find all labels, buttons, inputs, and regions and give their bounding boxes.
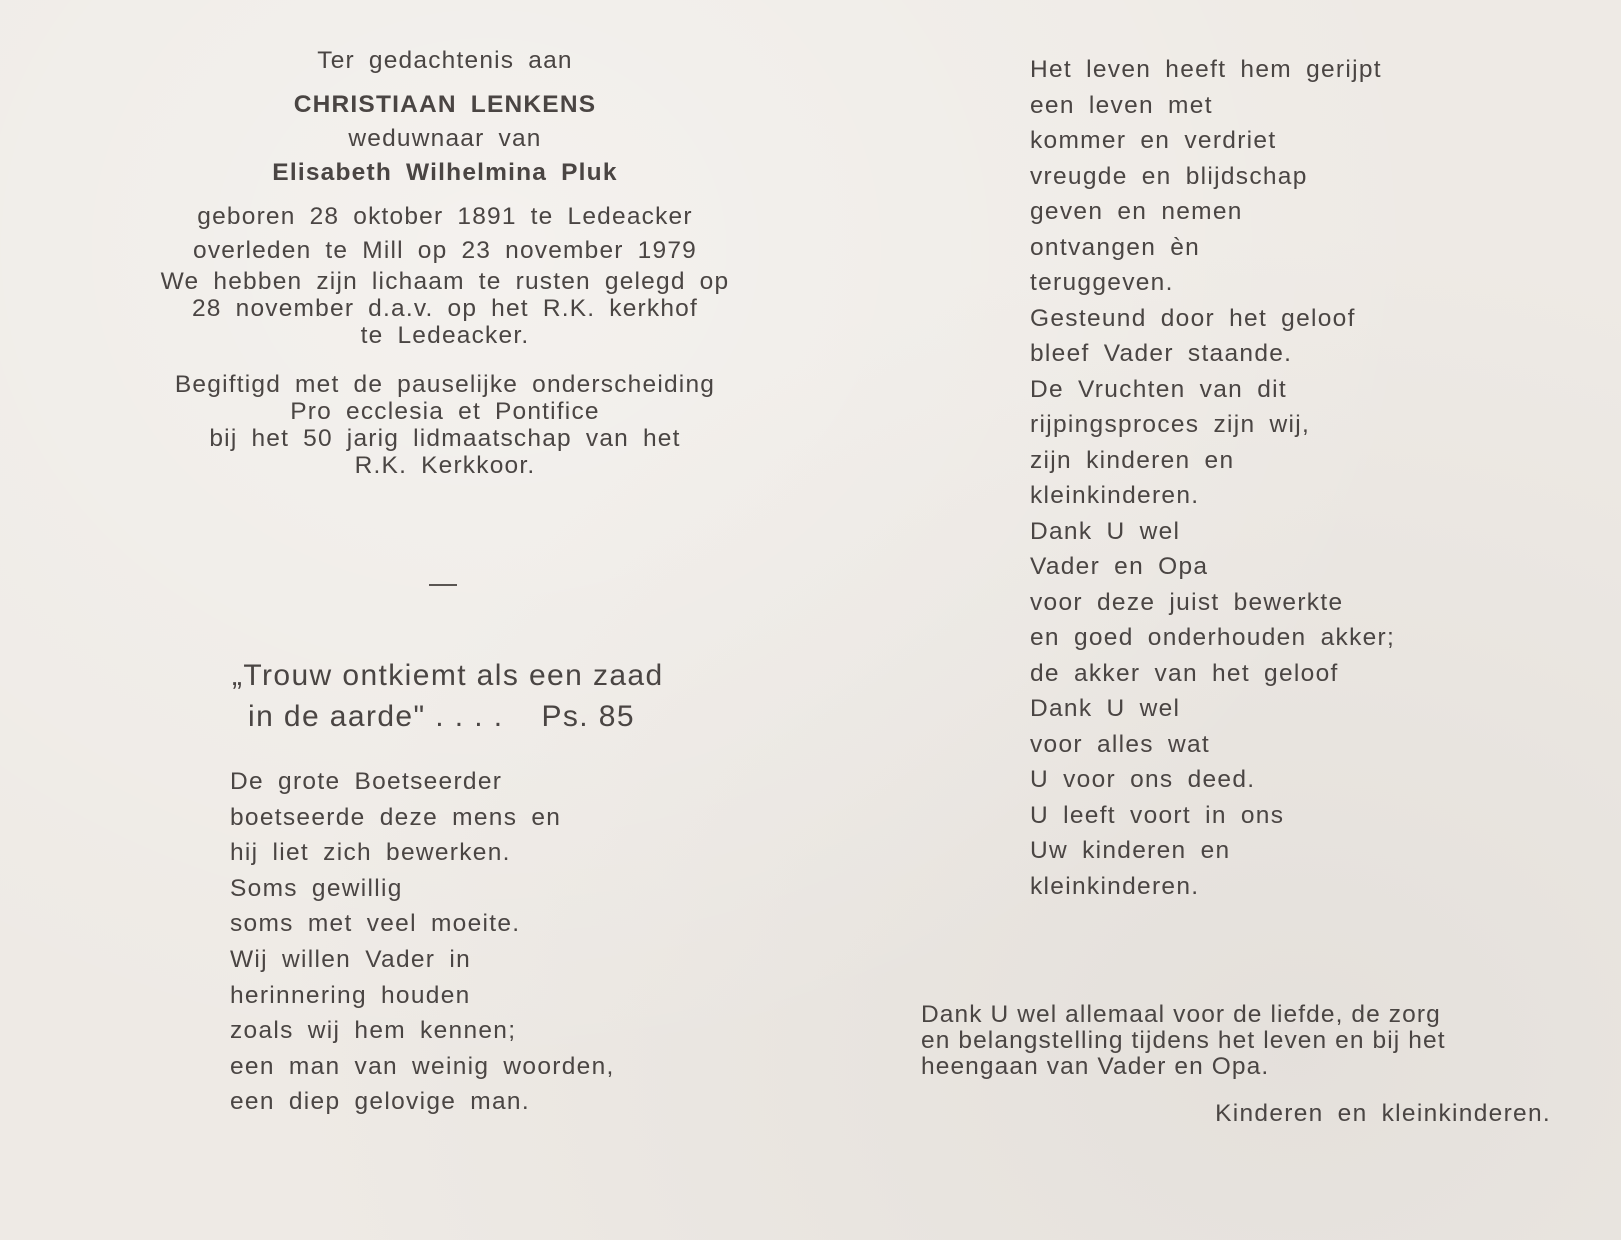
quote-line-2-wrap [232, 696, 664, 737]
poem-right-line: kleinkinderen. [1030, 872, 1200, 900]
separator-dash [429, 584, 457, 586]
quote-reference: Ps. 85 [541, 700, 635, 733]
poem-left-line: De grote Boetseerder [230, 768, 503, 795]
poem-right-line: en goed onderhouden akker; [1030, 624, 1396, 651]
poem-right-line: Uw kinderen en [1030, 837, 1231, 864]
poem-right-line: De Vruchten van dit [1030, 375, 1287, 403]
psalm-quote [232, 655, 664, 737]
poem-right-line: rijpingsproces zijn wij, [1030, 411, 1311, 438]
poem-right-line: de akker van het geloof [1030, 659, 1339, 687]
poem-right-line: geven en nemen [1030, 198, 1243, 225]
poem-left [230, 764, 615, 1120]
thanks-line-1: Dank U wel allemaal voor de liefde, de zorg [921, 1001, 1441, 1028]
memorial-header [120, 44, 770, 479]
thanks-line-2: en belangstelling tijdens het leven en bij het [921, 1027, 1446, 1054]
poem-left-line: soms met veel moeite. [230, 910, 521, 938]
poem-right-line: U voor ons deed. [1030, 766, 1256, 793]
poem-left-line: Soms gewillig [230, 874, 403, 902]
distinction-line-2: Pro ecclesia et Pontifice [290, 398, 600, 425]
burial-line-3: te Ledeacker. [360, 322, 530, 349]
poem-right-line: Het leven heeft hem gerijpt [1030, 56, 1382, 83]
memorial-intro: Ter gedachtenis aan [317, 47, 573, 74]
poem-right-line: zijn kinderen en [1030, 446, 1235, 474]
birth-line: geboren 28 oktober 1891 te Ledeacker [197, 203, 693, 230]
poem-right-line: Dank U wel [1030, 517, 1181, 545]
burial-line-2: 28 november d.a.v. op het R.K. kerkhof [191, 295, 699, 322]
death-line: overleden te Mill op 23 november 1979 [193, 237, 697, 264]
poem-right-line: vreugde en blijdschap [1030, 162, 1308, 190]
distinction-line-4: R.K. Kerkkoor. [354, 452, 536, 479]
poem-right-line: kommer en verdriet [1030, 127, 1277, 154]
distinction-line-3: bij het 50 jarig lidmaatschap van het [209, 425, 681, 452]
deceased-name: CHRISTIAAN LENKENS [293, 91, 597, 118]
poem-left-line: boetseerde deze mens en [230, 803, 562, 831]
distinction-line-1: Begiftigd met de pauselijke onderscheiding [174, 371, 716, 398]
burial-line-1: We hebben zijn lichaam te rusten gelegd op [160, 268, 730, 295]
poem-right-line: voor deze juist bewerkte [1030, 588, 1344, 616]
poem-right-line: een leven met [1030, 91, 1213, 119]
poem-right-line: teruggeven. [1030, 269, 1174, 296]
poem-right-line: U leeft voort in ons [1030, 801, 1285, 829]
quote-line-1: „Trouw ontkiemt als een zaad [232, 659, 664, 692]
poem-right-line: kleinkinderen. [1030, 482, 1200, 509]
poem-left-line: Wij willen Vader in [230, 945, 472, 973]
spouse-name: Elisabeth Wilhelmina Pluk [272, 159, 618, 186]
poem-left-line: een man van weinig woorden, [230, 1052, 615, 1080]
poem-left-line: een diep gelovige man. [230, 1088, 530, 1116]
poem-left-line: zoals wij hem kennen; [230, 1017, 517, 1045]
poem-right [1030, 52, 1395, 904]
poem-left-line: herinnering houden [230, 981, 471, 1009]
poem-right-line: ontvangen èn [1030, 233, 1201, 261]
poem-right-line: bleef Vader staande. [1030, 340, 1293, 367]
poem-right-line: Gesteund door het geloof [1030, 304, 1356, 332]
poem-left-line: hij liet zich bewerken. [230, 839, 511, 867]
thanks-line-3: heengaan van Vader en Opa. [921, 1053, 1270, 1080]
family-signoff: Kinderen en kleinkinderen. [1215, 1100, 1551, 1127]
quote-line-2: in de aarde" . . . . [248, 700, 504, 733]
poem-right-line: voor alles wat [1030, 730, 1210, 758]
relation-text: weduwnaar van [348, 125, 542, 152]
thanks-paragraph [921, 1002, 1555, 1080]
poem-right-line: Dank U wel [1030, 695, 1181, 722]
poem-right-line: Vader en Opa [1030, 553, 1209, 580]
